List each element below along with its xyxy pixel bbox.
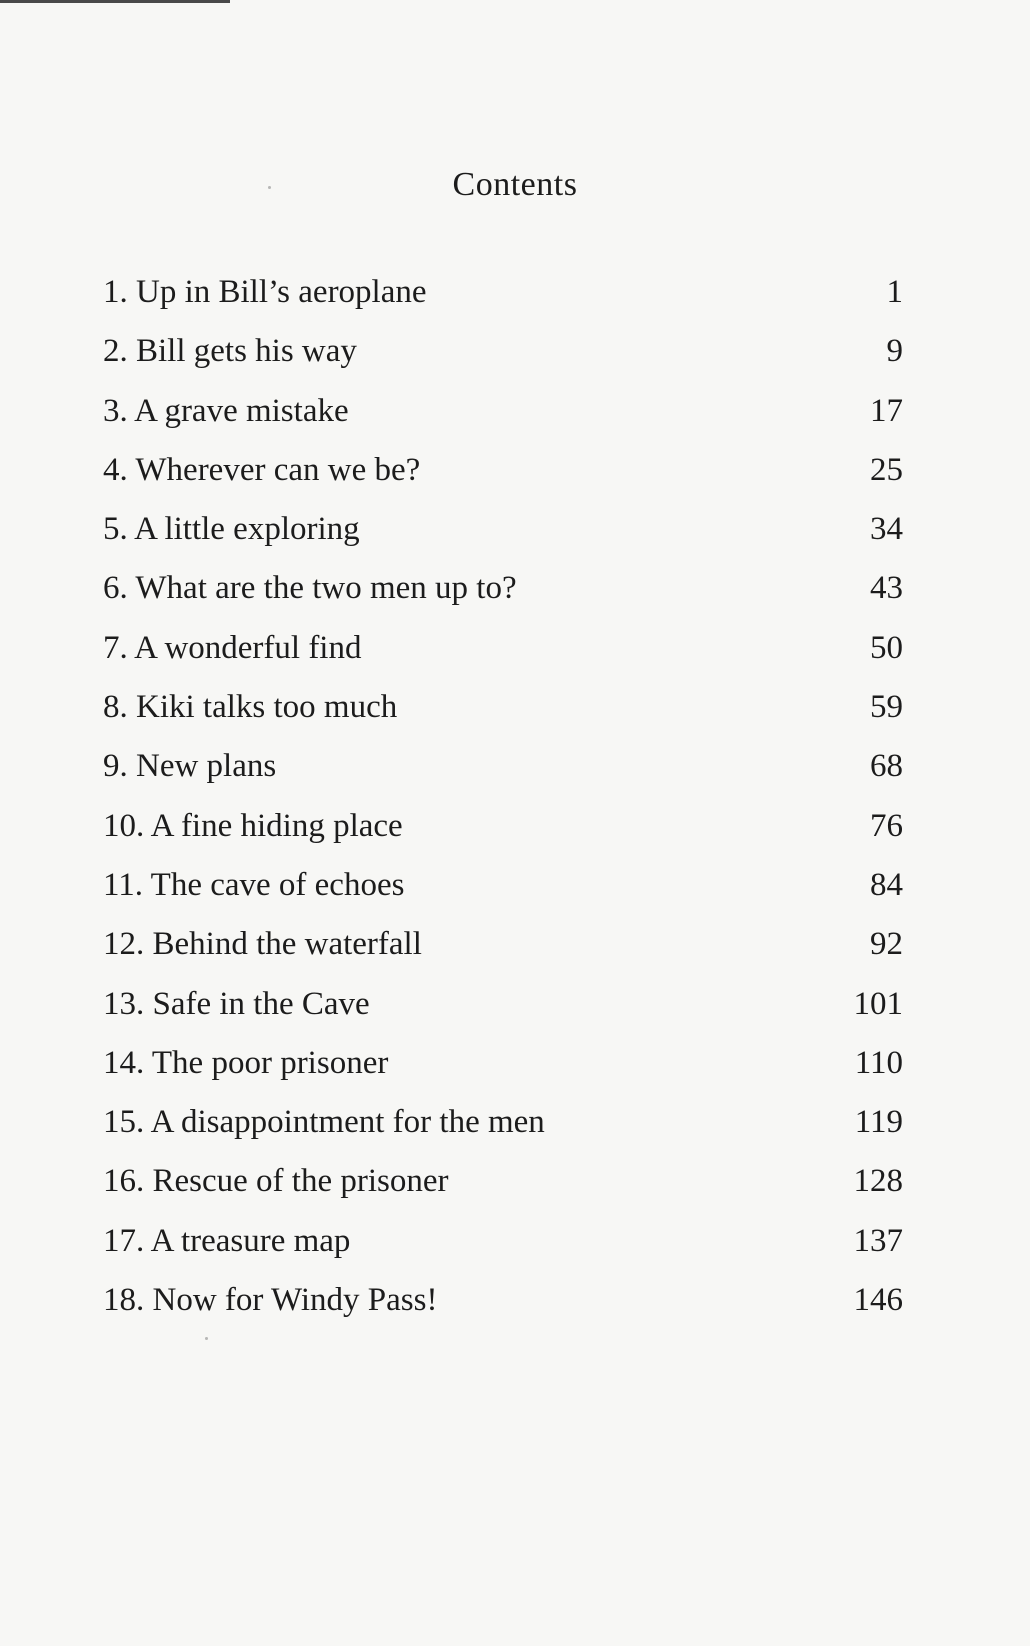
toc-row	[103, 1163, 903, 1222]
chapter-title: 2. Bill gets his way	[103, 333, 357, 370]
page-number: 76	[870, 807, 903, 844]
chapter-title: 7. A wonderful find	[103, 629, 362, 666]
page-number: 25	[870, 451, 903, 488]
chapter-title: 17. A treasure map	[103, 1222, 351, 1259]
page-number: 92	[870, 926, 903, 963]
page-number: 84	[870, 866, 903, 903]
page-number: 110	[854, 1044, 903, 1081]
toc-row	[103, 1104, 903, 1163]
page-title: Contents	[452, 166, 578, 203]
chapter-title: 13. Safe in the Cave	[103, 985, 370, 1022]
page-number: 59	[870, 689, 903, 726]
chapter-title: 3. A grave mistake	[103, 392, 349, 429]
toc-row	[103, 1223, 903, 1282]
page-number: 1	[886, 274, 903, 310]
toc-row	[103, 452, 903, 511]
chapter-title: 16. Rescue of the prisoner	[103, 1163, 449, 1200]
toc-row	[103, 689, 903, 748]
page-number: 119	[854, 1104, 903, 1141]
toc-row	[103, 274, 903, 333]
toc-row	[103, 748, 903, 807]
toc-row	[103, 1282, 903, 1341]
toc-row	[103, 867, 903, 926]
toc-row	[103, 333, 903, 392]
toc-row	[103, 511, 903, 570]
table-of-contents	[103, 274, 903, 1341]
chapter-title: 1. Up in Bill’s aeroplane	[103, 274, 427, 310]
toc-row	[103, 986, 903, 1045]
page-number: 17	[870, 392, 903, 429]
chapter-title: 8. Kiki talks too much	[103, 689, 398, 726]
page-number: 68	[870, 748, 903, 785]
chapter-title: 6. What are the two men up to?	[103, 570, 517, 607]
toc-row	[103, 630, 903, 689]
toc-row	[103, 926, 903, 985]
toc-row	[103, 570, 903, 629]
chapter-title: 15. A disappointment for the men	[103, 1104, 545, 1141]
chapter-title: 10. A fine hiding place	[103, 807, 403, 844]
toc-row	[103, 1045, 903, 1104]
chapter-title: 11. The cave of echoes	[103, 866, 405, 903]
page-number: 101	[853, 985, 903, 1022]
chapter-title: 4. Wherever can we be?	[103, 451, 421, 488]
chapter-title: 18. Now for Windy Pass!	[103, 1282, 438, 1319]
page-number: 128	[853, 1163, 903, 1200]
chapter-title: 12. Behind the waterfall	[103, 926, 422, 963]
page-number: 34	[870, 511, 903, 548]
toc-row	[103, 393, 903, 452]
scan-edge-mark	[0, 0, 230, 3]
page-number: 50	[870, 629, 903, 666]
page-number: 43	[870, 570, 903, 607]
chapter-title: 14. The poor prisoner	[103, 1044, 389, 1081]
page-number: 9	[886, 333, 903, 370]
chapter-title: 5. A little exploring	[103, 511, 360, 548]
page-number: 146	[853, 1282, 903, 1319]
toc-row	[103, 808, 903, 867]
page-number: 137	[853, 1222, 903, 1259]
chapter-title: 9. New plans	[103, 748, 277, 785]
